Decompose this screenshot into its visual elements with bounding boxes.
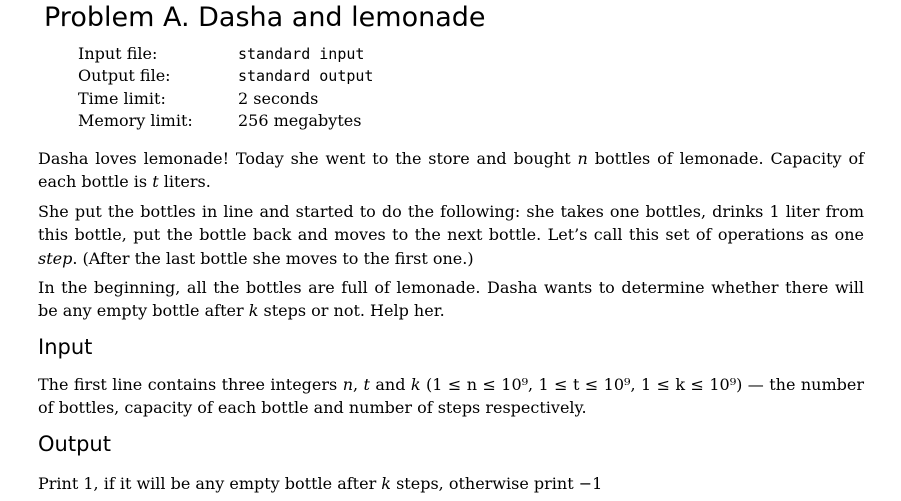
text: liters. — [158, 172, 211, 192]
limit-label: Input file: — [78, 44, 158, 63]
math-k: k — [248, 301, 259, 321]
text: steps or not. Help her. — [258, 301, 445, 321]
text: She put the bottles in line and started to do the following: she takes one bottles, drinks 1 liter from this bottle, put the bottle back and moves to the next bottle. Let’s call this set of operations as one — [38, 202, 864, 245]
text: steps, otherwise print −1 — [391, 474, 603, 493]
limit-value: standard input — [238, 45, 365, 63]
math-t: t — [152, 172, 159, 192]
text: bottles of lemonade. Capacity of each bottle is — [38, 149, 865, 192]
problem-title: Problem A. Dasha and lemonade — [44, 2, 486, 33]
text: and — [369, 375, 411, 394]
text: Print 1, if it will be any empty bottle after — [38, 474, 382, 493]
text: In the beginning, all the bottles are full of lemonade. Dasha wants to determine whether there will be any empty bottle after — [38, 278, 864, 321]
output-paragraph — [38, 472, 864, 495]
text: The first line contains three integers — [38, 375, 343, 394]
math-n: n — [577, 149, 588, 168]
output-heading: Output — [38, 432, 111, 456]
math-t: t — [363, 375, 370, 394]
statement-paragraph-3 — [38, 276, 864, 323]
emphasis-step: step — [38, 248, 73, 268]
math-k: k — [381, 474, 391, 493]
input-heading: Input — [38, 335, 93, 359]
input-paragraph — [38, 373, 864, 420]
limit-label: Memory limit: — [78, 110, 193, 130]
text: . (After the last bottle she moves to the first one.) — [72, 248, 474, 268]
text: Dasha loves lemonade! Today she went to the store and bought — [38, 149, 578, 168]
statement-paragraph-1 — [38, 147, 864, 194]
limit-value: 256 megabytes — [238, 110, 362, 130]
limit-value: 2 seconds — [238, 88, 319, 108]
text: — the number of bottles, capacity of each bottle and number of steps respectively. — [38, 375, 864, 418]
constraints-formula: (1 ≤ n ≤ 10⁹, 1 ≤ t ≤ 10⁹, 1 ≤ k ≤ 10⁹) — [426, 375, 743, 394]
limit-label: Time limit: — [78, 88, 166, 108]
math-k: k — [410, 375, 421, 394]
text: , — [353, 375, 364, 394]
limit-value: standard output — [238, 67, 374, 86]
math-n: n — [342, 375, 353, 394]
limit-label: Output file: — [78, 66, 171, 86]
statement-paragraph-2 — [38, 200, 864, 270]
